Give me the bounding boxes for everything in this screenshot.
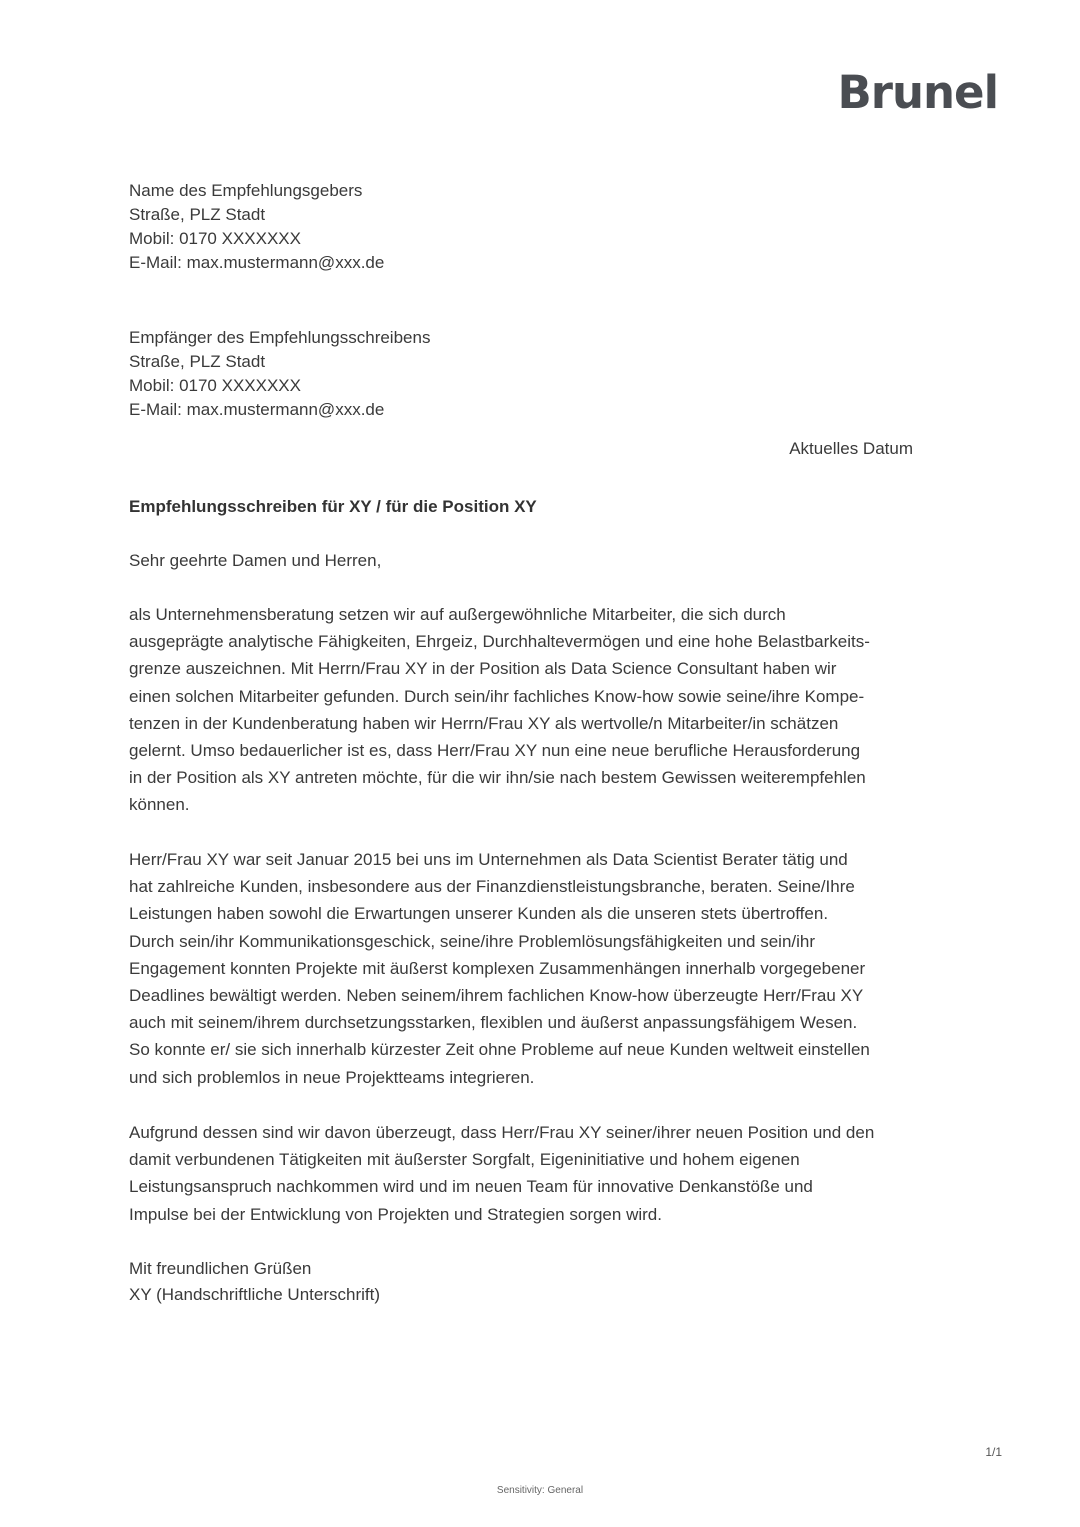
paragraph-line: Leistungen haben sowohl die Erwartungen unserer Kunden als die unseren stets übertroffen.: [129, 904, 829, 924]
body-paragraph-3: [129, 1119, 929, 1228]
paragraph-line: Deadlines bewältigt werden. Neben seinem/ihrem fachlichen Know-how überzeugte Herr/Frau XY: [129, 986, 864, 1006]
paragraph-line: tenzen in der Kundenberatung haben wir Herrn/Frau XY als wertvolle/n Mitarbeiter/in schätzen: [129, 713, 839, 733]
paragraph-line: So konnte er/ sie sich innerhalb kürzester Zeit ohne Probleme auf neue Kunden weltweit einstellen: [129, 1040, 870, 1060]
body-paragraph-1: [129, 601, 929, 819]
paragraph-line: auch mit seinem/ihrem durchsetzungsstarken, flexiblen und äußerst anpassungsfähigem Wesen.: [129, 1013, 858, 1033]
paragraph-line: als Unternehmensberatung setzen wir auf außergewöhnliche Mitarbeiter, die sich durch: [129, 605, 786, 624]
paragraph-line: ausgeprägte analytische Fähigkeiten, Ehrgeiz, Durchhaltevermögen und eine hohe Belastbarkeits-: [129, 632, 870, 652]
sender-mobile: Mobil: 0170 XXXXXXX: [129, 229, 301, 248]
body-paragraph-2: [129, 846, 929, 1091]
page-number: 1/1: [985, 1445, 1002, 1459]
paragraph-line: Impulse bei der Entwicklung von Projekten und Strategien sorgen wird.: [129, 1204, 662, 1224]
paragraph-line: einen solchen Mitarbeiter gefunden. Durch sein/ihr fachliches Know-how sowie seine/ihre Kompe-: [129, 686, 865, 706]
paragraph-line: grenze auszeichnen. Mit Herrn/Frau XY in der Position als Data Science Consultant haben wir: [129, 659, 837, 679]
paragraph-line: damit verbundenen Tätigkeiten mit äußerster Sorgfalt, Eigeninitiative und hohem eigenen: [129, 1150, 800, 1170]
paragraph-line: Aufgrund dessen sind wir davon überzeugt, dass Herr/Frau XY seiner/ihrer neuen Position und den: [129, 1123, 875, 1142]
paragraph-line: Herr/Frau XY war seit Januar 2015 bei uns im Unternehmen als Data Scientist Berater tätig und: [129, 850, 848, 869]
sender-street: Straße, PLZ Stadt: [129, 205, 266, 224]
paragraph-line: und sich problemlos in neue Projektteams integrieren.: [129, 1067, 535, 1087]
letter-date: Aktuelles Datum: [789, 439, 913, 458]
recipient-street: Straße, PLZ Stadt: [129, 352, 266, 371]
paragraph-line: können.: [129, 795, 190, 815]
sender-name: Name des Empfehlungsgebers: [129, 181, 363, 200]
sensitivity-label: Sensitivity: General: [496, 1485, 584, 1496]
letter-subject: Empfehlungsschreiben für XY / für die Position XY: [129, 497, 537, 516]
paragraph-line: Durch sein/ihr Kommunikationsgeschick, seine/ihre Problemlösungsfähigkeiten und sein/ihr: [129, 931, 816, 951]
signature-line: XY (Handschriftliche Unterschrift): [129, 1285, 380, 1304]
paragraph-line: Engagement konnten Projekte mit äußerst komplexen Zusammenhängen innerhalb vorgegebener: [129, 958, 866, 978]
paragraph-line: in der Position als XY antreten möchte, für die wir ihn/sie nach bestem Gewissen weiterempfehlen: [129, 768, 866, 788]
paragraph-line: gelernt. Umso bedauerlicher ist es, dass Herr/Frau XY nun eine neue berufliche Herausforderung: [129, 741, 861, 761]
closing-block: [129, 1256, 380, 1308]
recipient-name: Empfänger des Empfehlungsschreibens: [129, 328, 431, 347]
recipient-address: [129, 326, 430, 422]
closing-greeting: Mit freundlichen Grüßen: [129, 1259, 312, 1278]
recipient-email: E-Mail: max.mustermann@xxx.de: [129, 400, 385, 419]
paragraph-line: Leistungsanspruch nachkommen wird und im neuen Team für innovative Denkanstöße und: [129, 1177, 813, 1197]
sender-email: E-Mail: max.mustermann@xxx.de: [129, 253, 385, 272]
paragraph-line: hat zahlreiche Kunden, insbesondere aus der Finanzdienstleistungsbranche, beraten. Seine/Ihre: [129, 877, 855, 897]
recipient-mobile: Mobil: 0170 XXXXXXX: [129, 376, 301, 395]
sender-address: [129, 179, 384, 275]
salutation: Sehr geehrte Damen und Herren,: [129, 551, 382, 570]
brunel-logo: Brunel: [837, 66, 998, 119]
